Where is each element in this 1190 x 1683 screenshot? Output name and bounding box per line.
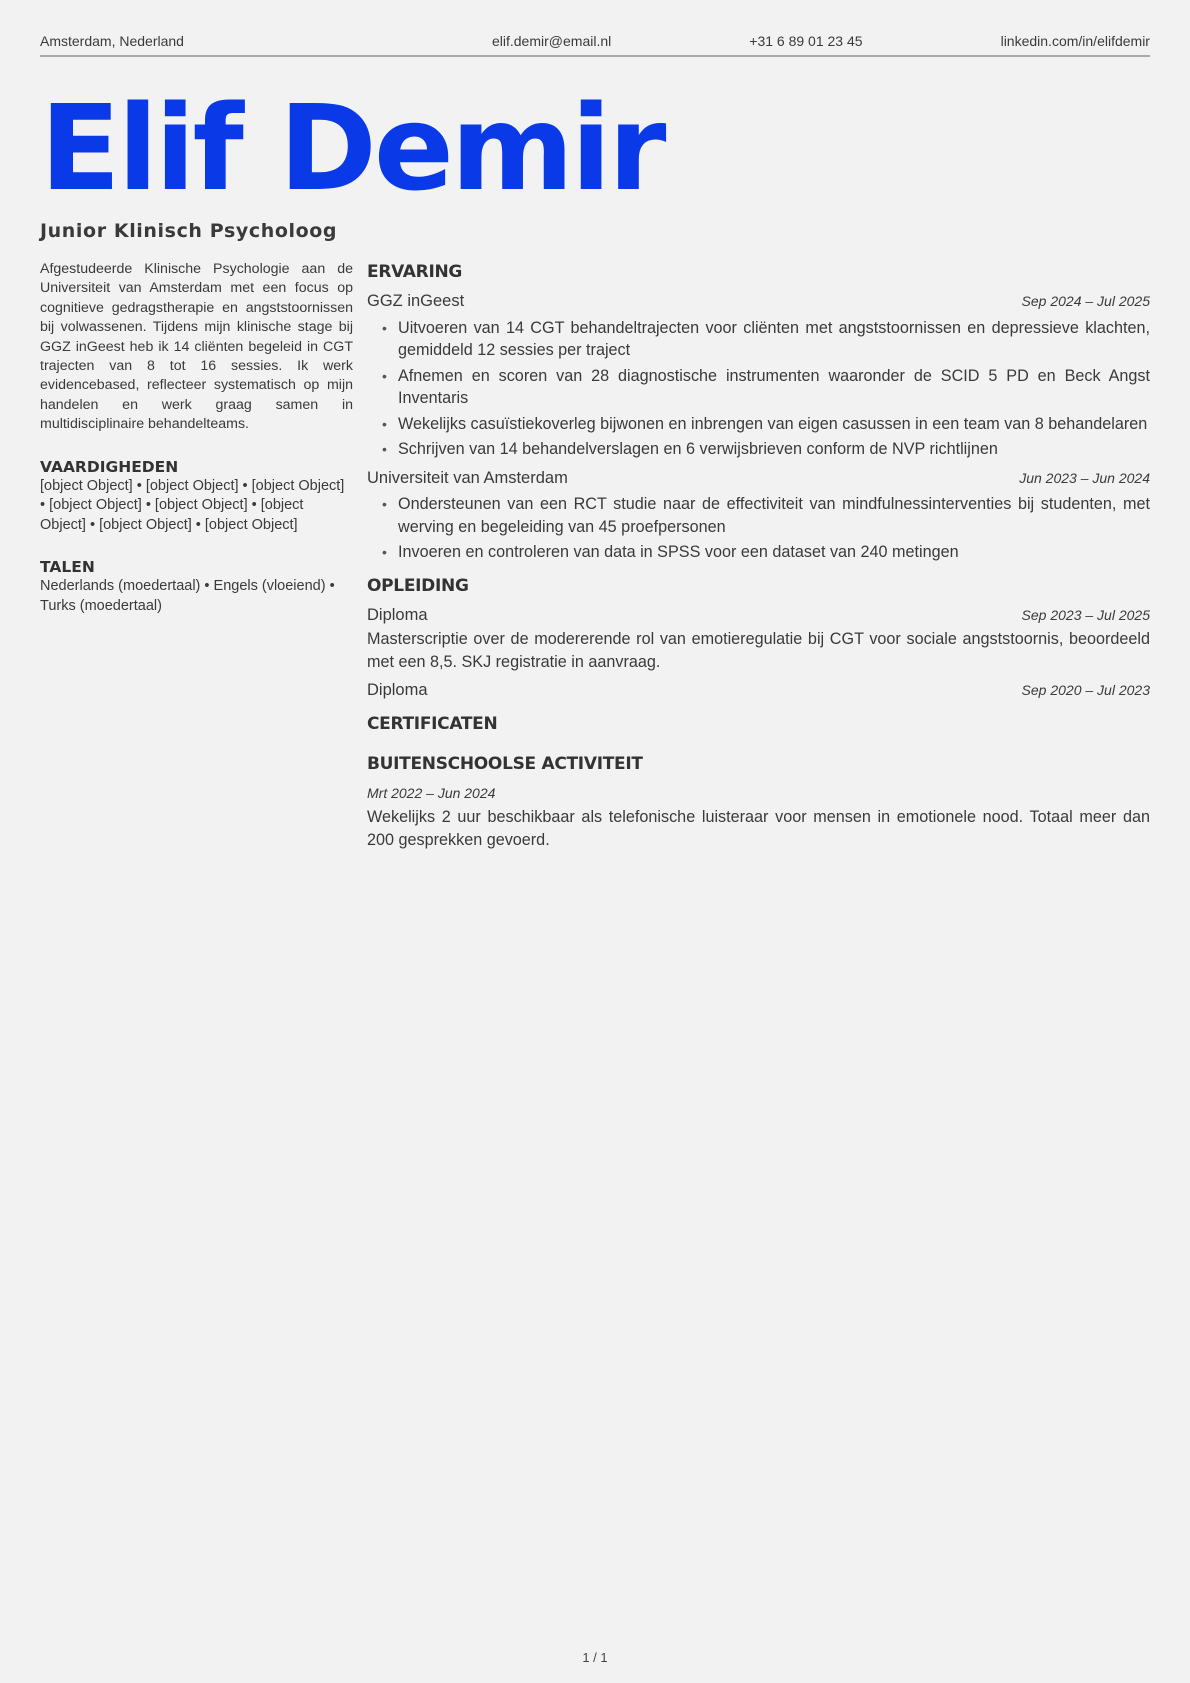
main-content bbox=[367, 260, 1150, 851]
education-heading: OPLEIDING bbox=[367, 575, 469, 596]
education-title: Diploma bbox=[367, 605, 428, 624]
education-title: Diploma bbox=[367, 681, 428, 699]
experience-section bbox=[367, 260, 1150, 564]
candidate-name: Elif Demir bbox=[40, 79, 664, 217]
experience-bullet: • Uitvoeren van 14 CGT behandeltrajecten voor cliënten met angststoornissen en depressieve klachten, gemiddeld 12 sessies per traject bbox=[367, 317, 1150, 362]
certificates-heading: CERTIFICATEN bbox=[367, 713, 498, 734]
education-date: Sep 2023 – Jul 2025 bbox=[1021, 606, 1150, 623]
activities-heading: BUITENSCHOOLSE ACTIVITEIT bbox=[367, 753, 643, 774]
contact-location: Amsterdam, Nederland bbox=[40, 32, 184, 49]
experience-bullet: • Ondersteunen van een RCT studie naar de effectiviteit van mindfulnessinterventies bij studenten, met werving en begeleiding van 45 proefpersonen bbox=[367, 493, 1150, 538]
experience-bullet: • Schrijven van 14 behandelverslagen en 6 verwijsbrieven conform de NVP richtlijnen bbox=[367, 438, 1150, 461]
experience-heading: ERVARING bbox=[367, 262, 463, 282]
activity-date: Mrt 2022 – Jun 2024 bbox=[367, 784, 496, 801]
experience-entry bbox=[367, 467, 1150, 564]
contact-phone: +31 6 89 01 23 45 bbox=[749, 32, 863, 49]
experience-entry bbox=[367, 290, 1150, 461]
languages-heading: TALEN bbox=[40, 558, 95, 577]
education-entry bbox=[367, 679, 1150, 702]
education-date: Sep 2020 – Jul 2023 bbox=[1021, 682, 1150, 698]
experience-bullet: • Invoeren en controleren van data in SPSS voor een dataset van 240 metingen bbox=[367, 541, 1150, 564]
languages-list: Nederlands (moedertaal) • Engels (vloeiend) • Turks (moedertaal) bbox=[40, 578, 335, 614]
page-number: 1 / 1 bbox=[582, 1650, 608, 1665]
certificates-section bbox=[367, 712, 1150, 736]
experience-bullet: • Afnemen en scoren van 28 diagnostische instrumenten waaronder de SCID 5 PD en Beck Angst Inventaris bbox=[367, 365, 1150, 410]
education-description: Masterscriptie over de modererende rol van emotieregulatie bij CGT voor sociale angststoornis, beoordeeld met een 8,5. SKJ registratie in aanvraag. bbox=[367, 630, 1150, 671]
contact-email[interactable]: elif.demir@email.nl bbox=[491, 32, 612, 49]
skills-list: [object Object] • [object Object] • [object Object] • [object Object] • [object Object] • [object Object] • [object Object] • [object Object] bbox=[40, 477, 345, 533]
sidebar bbox=[40, 260, 353, 616]
education-entry bbox=[367, 604, 1150, 674]
contact-linkedin[interactable]: linkedin.com/in/elifdemir bbox=[1000, 32, 1150, 49]
experience-date: Sep 2024 – Jul 2025 bbox=[1021, 293, 1150, 309]
experience-org: Universiteit van Amsterdam bbox=[367, 468, 568, 487]
experience-bullet: • Wekelijks casuïstiekoverleg bijwonen en inbrengen van eigen casussen in een team van 8 behandelaren bbox=[367, 413, 1150, 436]
job-title: Junior Klinisch Psycholoog bbox=[40, 220, 338, 242]
contact-bar bbox=[40, 30, 1150, 57]
activity-description: Wekelijks 2 uur beschikbaar als telefonische luisteraar voor mensen in emotionele nood. Totaal meer dan 200 gesprekken gevoerd. bbox=[367, 808, 1150, 849]
skills-heading: VAARDIGHEDEN bbox=[40, 457, 179, 476]
profile-summary: Afgestudeerde Klinische Psychologie aan de Universiteit van Amsterdam met een focus op cognitieve gedragstherapie en angststoornissen bij volwassenen. Tijdens mijn klinische stage bij GGZ inGeest heb ik 14 cliënten begeleid in CGT trajecten van 8 tot 16 sessies. Ik werk evidencebased, reflecteer systematisch op mijn handelen en werk graag samen in multidisciplinaire behandelteams. bbox=[40, 261, 353, 433]
activities-section bbox=[367, 752, 1150, 852]
experience-org: GGZ inGeest bbox=[367, 292, 465, 310]
education-section bbox=[367, 574, 1150, 702]
experience-date: Jun 2023 – Jun 2024 bbox=[1019, 469, 1150, 486]
